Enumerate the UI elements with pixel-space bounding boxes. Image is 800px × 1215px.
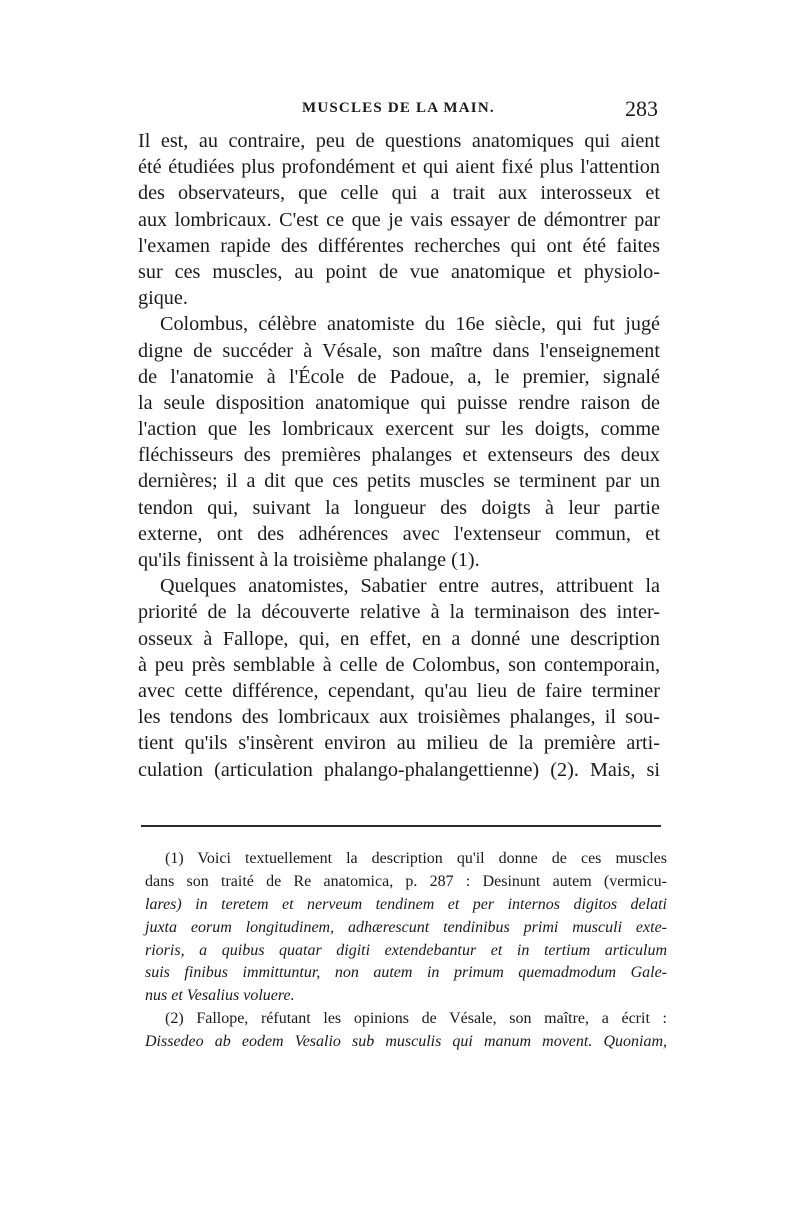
text-line: externe, ont des adhérences avec l'extenseur commun, et (138, 522, 660, 545)
text-line: digne de succéder à Vésale, son maître dans l'enseignement (138, 339, 660, 362)
text-line: Il est, au contraire, peu de questions anatomiques qui aient (138, 130, 660, 152)
text-line: priorité de la découverte relative à la terminaison des inter- (138, 601, 660, 624)
running-head: MUSCLES DE LA MAIN. (302, 100, 495, 116)
page-number: 283 (625, 96, 658, 121)
page-header (138, 96, 658, 124)
text-line: tient qu'ils s'insèrent environ au milieu de la première arti- (138, 732, 660, 755)
footnote-line: nus et Vesalius voluere. (145, 987, 295, 1005)
footnote-line: (2) Fallope, réfutant les opinions de Vésale, son maître, a écrit : (165, 1010, 667, 1028)
text-line: des observateurs, que celle qui a trait aux interosseux et (138, 182, 660, 205)
footnote-line: juxta eorum longitudinem, adhærescunt tendinibus primi musculi exte- (145, 918, 667, 936)
text-line: fléchisseurs des premières phalanges et extenseurs des deux (138, 444, 660, 467)
text-line: Colombus, célèbre anatomiste du 16e siècle, qui fut jugé (160, 313, 660, 336)
text-line: Quelques anatomistes, Sabatier entre autres, attribuent la (160, 575, 660, 598)
footnote-line: dans son traité de Re anatomica, p. 287 : Desinunt autem (vermicu- (145, 872, 667, 890)
footnote-line: lares) in teretem et nerveum tendinem et per internos digitos delati (145, 895, 667, 913)
text-line: sur ces muscles, au point de vue anatomique et physiolo- (138, 260, 660, 283)
footnote-divider (141, 825, 661, 827)
text-line: qu'ils finissent à la troisième phalange (1). (138, 549, 480, 571)
main-text (138, 128, 660, 783)
text-line: gique. (138, 287, 188, 310)
footnote-line: (1) Voici textuellement la description qu'il donne de ces muscles (165, 850, 667, 867)
text-line: tendon qui, suivant la longueur des doigts à leur partie (138, 496, 660, 519)
text-line: été étudiées plus profondément et qui aient fixé plus l'attention (138, 156, 660, 179)
text-line: aux lombricaux. C'est ce que je vais essayer de démontrer par (138, 208, 660, 231)
text-line: l'examen rapide des différentes recherches qui ont été faites (138, 234, 660, 257)
text-line: à peu près semblable à celle de Colombus, son contemporain, (138, 653, 660, 676)
text-line: l'action que les lombricaux exercent sur les doigts, comme (138, 418, 660, 441)
footnotes (145, 848, 667, 1054)
text-line: les tendons des lombricaux aux troisièmes phalanges, il sou- (138, 706, 660, 729)
text-line: la seule disposition anatomique qui puisse rendre raison de (138, 391, 660, 414)
text-line: dernières; il a dit que ces petits muscles se terminent par un (138, 470, 660, 493)
footnote-line: Dissedeo ab eodem Vesalio sub musculis qui manum movent. Quoniam, (145, 1033, 667, 1051)
footnote-line: rioris, a quibus quatar digiti extendebantur et in tertium articulum (145, 941, 667, 959)
text-line: de l'anatomie à l'École de Padoue, a, le premier, signalé (138, 365, 660, 388)
footnote-line: suis finibus immittuntur, non autem in primum quemadmodum Gale- (145, 964, 667, 982)
text-line: avec cette différence, cependant, qu'au lieu de faire terminer (138, 679, 660, 702)
text-line: osseux à Fallope, qui, en effet, en a donné une description (138, 627, 660, 650)
text-line: culation (articulation phalango-phalangettienne) (2). Mais, si (138, 758, 660, 781)
